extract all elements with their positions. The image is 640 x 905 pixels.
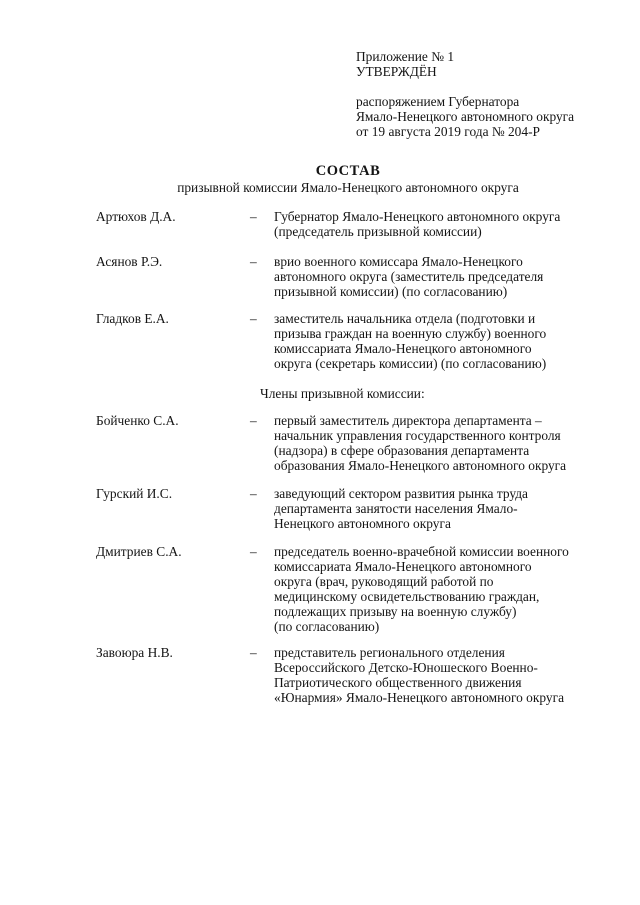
description-line: представитель регионального отделения <box>274 645 505 660</box>
member-description <box>274 645 614 705</box>
description-line: округа (секретарь комиссии) (по согласованию) <box>274 356 547 371</box>
description-line: врио военного комиссара Ямало-Ненецкого <box>274 254 523 269</box>
approval-by-order: распоряжением Губернатора <box>356 94 520 109</box>
member-name: Артюхов Д.А. <box>96 209 176 224</box>
member-name: Гладков Е.А. <box>96 311 169 326</box>
description-line: начальник управления государственного контроля <box>274 428 561 443</box>
member-name: Бойченко С.А. <box>96 413 179 428</box>
approval-spacer <box>356 79 626 94</box>
description-line: (председатель призывной комиссии) <box>274 224 482 239</box>
description-line: заместитель начальника отдела (подготовки и <box>274 311 536 326</box>
member-name: Гурский И.С. <box>96 486 173 501</box>
member-name: Завоюра Н.В. <box>96 645 173 660</box>
description-line: «Юнармия» Ямало-Ненецкого автономного округа <box>274 690 565 705</box>
member-description <box>274 544 614 634</box>
member-name: Асянов Р.Э. <box>96 254 163 269</box>
description-line: Губернатор Ямало-Ненецкого автономного округа <box>274 209 561 224</box>
member-dash: – <box>250 254 257 269</box>
description-line: образования Ямало-Ненецкого автономного округа <box>274 458 567 473</box>
members-heading: Члены призывной комиссии: <box>260 386 425 401</box>
member-dash: – <box>250 311 257 326</box>
member-name: Дмитриев С.А. <box>96 544 182 559</box>
member-dash: – <box>250 209 257 224</box>
description-line: первый заместитель директора департамента – <box>274 413 542 428</box>
approved-stamp-text: УТВЕРЖДЁН <box>356 64 437 79</box>
description-line: медицинскому освидетельствованию граждан, <box>274 589 540 604</box>
member-dash: – <box>250 544 257 559</box>
member-description <box>274 254 614 299</box>
description-line: округа (врач, руководящий работой по <box>274 574 494 589</box>
description-line: комиссариата Ямало-Ненецкого автономного <box>274 341 532 356</box>
document-title: СОСТАВ <box>315 163 381 179</box>
description-line: комиссариата Ямало-Ненецкого автономного <box>274 559 532 574</box>
appendix-number: Приложение № 1 <box>356 49 455 64</box>
member-description <box>274 311 614 371</box>
document-subtitle: призывной комиссии Ямало-Ненецкого автономного округа <box>177 180 519 195</box>
description-line: Ненецкого автономного округа <box>274 516 451 531</box>
description-line: (по согласованию) <box>274 619 380 634</box>
member-description <box>274 486 614 531</box>
description-line: председатель военно-врачебной комиссии военного <box>274 544 569 559</box>
description-line: призывной комиссии) (по согласованию) <box>274 284 508 299</box>
approval-date-number: от 19 августа 2019 года № 204-Р <box>356 124 540 139</box>
member-dash: – <box>250 645 257 660</box>
description-line: автономного округа (заместитель председателя <box>274 269 544 284</box>
description-line: (надзора) в сфере образования департамента <box>274 443 530 458</box>
description-line: департамента занятости населения Ямало- <box>274 501 518 516</box>
approval-region: Ямало-Ненецкого автономного округа <box>356 109 575 124</box>
description-line: Патриотического общественного движения <box>274 675 522 690</box>
description-line: заведующий сектором развития рынка труда <box>274 486 528 501</box>
description-line: призыва граждан на военную службу) военного <box>274 326 547 341</box>
description-line: подлежащих призыву на военную службу) <box>274 604 517 619</box>
member-dash: – <box>250 413 257 428</box>
approval-block <box>356 49 626 139</box>
member-description <box>274 209 614 239</box>
member-description <box>274 413 614 473</box>
description-line: Всероссийского Детско-Юношеского Военно- <box>274 660 538 675</box>
member-dash: – <box>250 486 257 501</box>
